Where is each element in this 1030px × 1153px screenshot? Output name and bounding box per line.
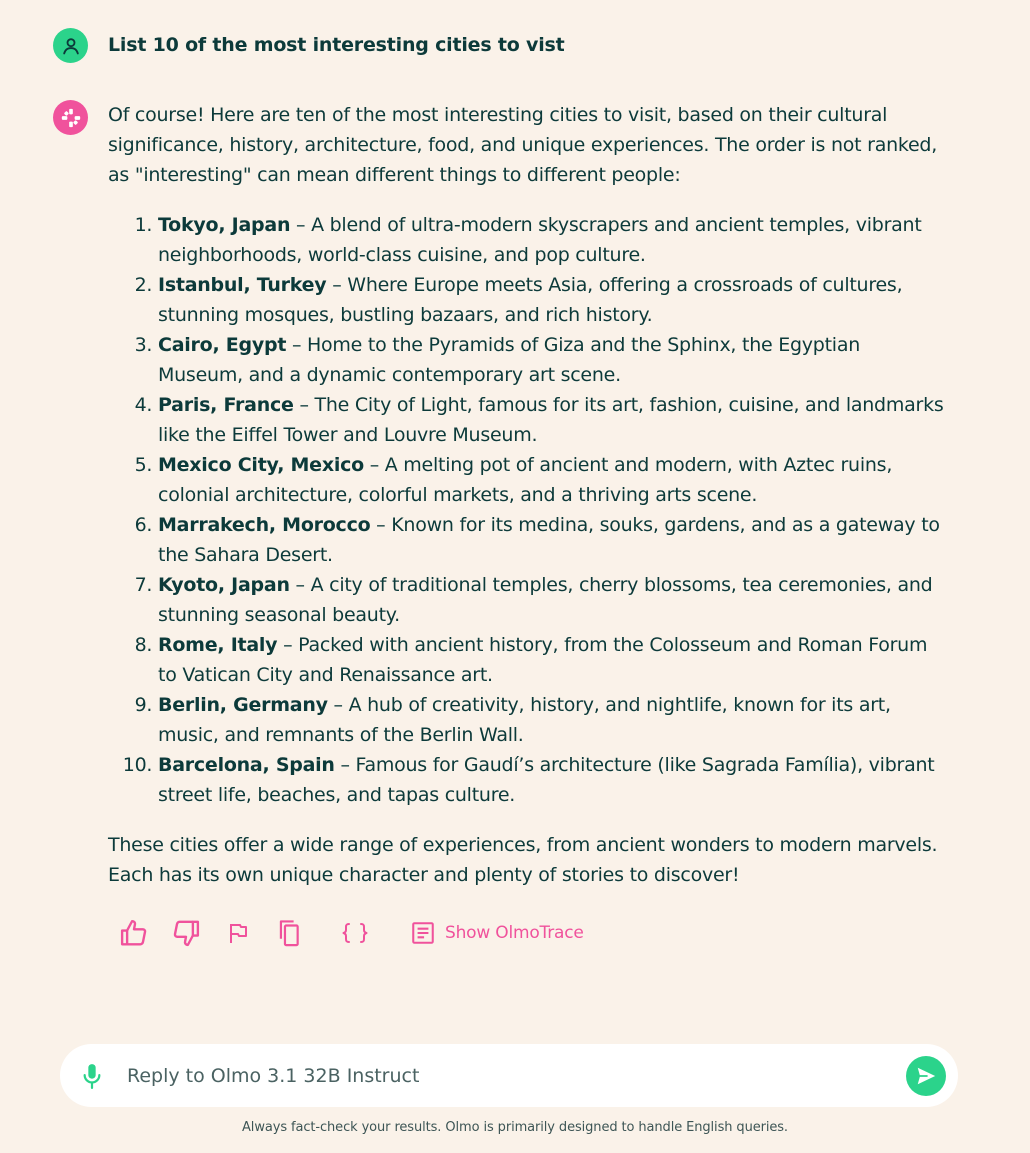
city-desc: – The City of Light, famous for its art, fashion, cuisine, and landmarks like the Eiffel Tower and Louvre Museum. (158, 394, 944, 446)
city-name: Kyoto, Japan (158, 574, 290, 596)
list-item (158, 450, 950, 510)
composer (60, 1044, 958, 1107)
city-desc: – Packed with ancient history, from the Colosseum and Roman Forum to Vatican City and Renaissance art. (158, 634, 928, 686)
list-item (158, 210, 950, 270)
disclaimer-footer: Always fact-check your results. Olmo is primarily designed to handle English queries. (242, 1120, 788, 1135)
thumbs-up-button[interactable] (118, 918, 150, 948)
olmo-avatar (53, 100, 88, 135)
list-item (158, 330, 950, 390)
city-list (108, 210, 950, 810)
raw-json-button[interactable] (340, 921, 370, 945)
city-name: Paris, France (158, 394, 294, 416)
thumbs-down-button[interactable] (170, 918, 202, 948)
braces-icon (341, 921, 369, 945)
show-olmotrace-label: Show OlmoTrace (445, 923, 584, 943)
city-desc: – A hub of creativity, history, and nightlife, known for its art, music, and remnants of the Berlin Wall. (158, 694, 891, 746)
city-desc: – A city of traditional temples, cherry blossoms, tea ceremonies, and stunning seasonal beauty. (158, 574, 933, 626)
assistant-message (108, 100, 950, 890)
city-name: Marrakech, Morocco (158, 514, 371, 536)
assistant-message-row (53, 100, 950, 890)
olmo-logo-icon (60, 107, 82, 129)
user-message-row (53, 28, 565, 63)
city-name: Berlin, Germany (158, 694, 328, 716)
user-message-text: List 10 of the most interesting cities to vist (108, 34, 565, 56)
list-item (158, 270, 950, 330)
city-name: Rome, Italy (158, 634, 278, 656)
city-desc: – Famous for Gaudí’s architecture (like Sagrada Família), vibrant street life, beaches, and tapas culture. (158, 754, 935, 806)
list-item (158, 690, 950, 750)
message-actions (118, 918, 584, 948)
city-name: Mexico City, Mexico (158, 454, 364, 476)
microphone-icon (81, 1062, 103, 1090)
city-desc: – A blend of ultra-modern skyscrapers and ancient temples, vibrant neighborhoods, world-class cuisine, and pop culture. (158, 214, 922, 266)
copy-button[interactable] (274, 918, 304, 948)
city-name: Istanbul, Turkey (158, 274, 327, 296)
flag-icon (226, 921, 250, 945)
show-olmotrace-button[interactable] (410, 920, 584, 946)
city-desc: – A melting pot of ancient and modern, with Aztec ruins, colonial architecture, colorful markets, and a thriving arts scene. (158, 454, 893, 506)
list-item (158, 570, 950, 630)
send-icon (915, 1065, 937, 1087)
user-avatar (53, 28, 88, 63)
list-item (158, 390, 950, 450)
assistant-intro: Of course! Here are ten of the most interesting cities to visit, based on their cultural significance, history, architecture, food, and unique experiences. The order is not ranked, as "interesting" can mean different things to different people: (108, 104, 938, 186)
thumbs-down-icon (171, 918, 201, 948)
city-name: Tokyo, Japan (158, 214, 291, 236)
copy-icon (275, 918, 303, 948)
send-button[interactable] (906, 1056, 946, 1096)
city-desc: – Known for its medina, souks, gardens, and as a gateway to the Sahara Desert. (158, 514, 940, 566)
city-desc: – Home to the Pyramids of Giza and the Sphinx, the Egyptian Museum, and a dynamic contemporary art scene. (158, 334, 861, 386)
city-name: Cairo, Egypt (158, 334, 287, 356)
thumbs-up-icon (119, 918, 149, 948)
list-item (158, 750, 950, 810)
assistant-outro: These cities offer a wide range of experiences, from ancient wonders to modern marvels. Each has its own unique character and plenty of stories to discover! (108, 834, 938, 886)
list-item (158, 510, 950, 570)
document-icon (410, 920, 436, 946)
user-icon (61, 36, 81, 56)
reply-input[interactable] (127, 1065, 906, 1087)
city-desc: – Where Europe meets Asia, offering a crossroads of cultures, stunning mosques, bustling bazaars, and rich history. (158, 274, 903, 326)
flag-button[interactable] (224, 921, 252, 945)
microphone-button[interactable] (79, 1062, 105, 1090)
list-item (158, 630, 950, 690)
city-name: Barcelona, Spain (158, 754, 335, 776)
